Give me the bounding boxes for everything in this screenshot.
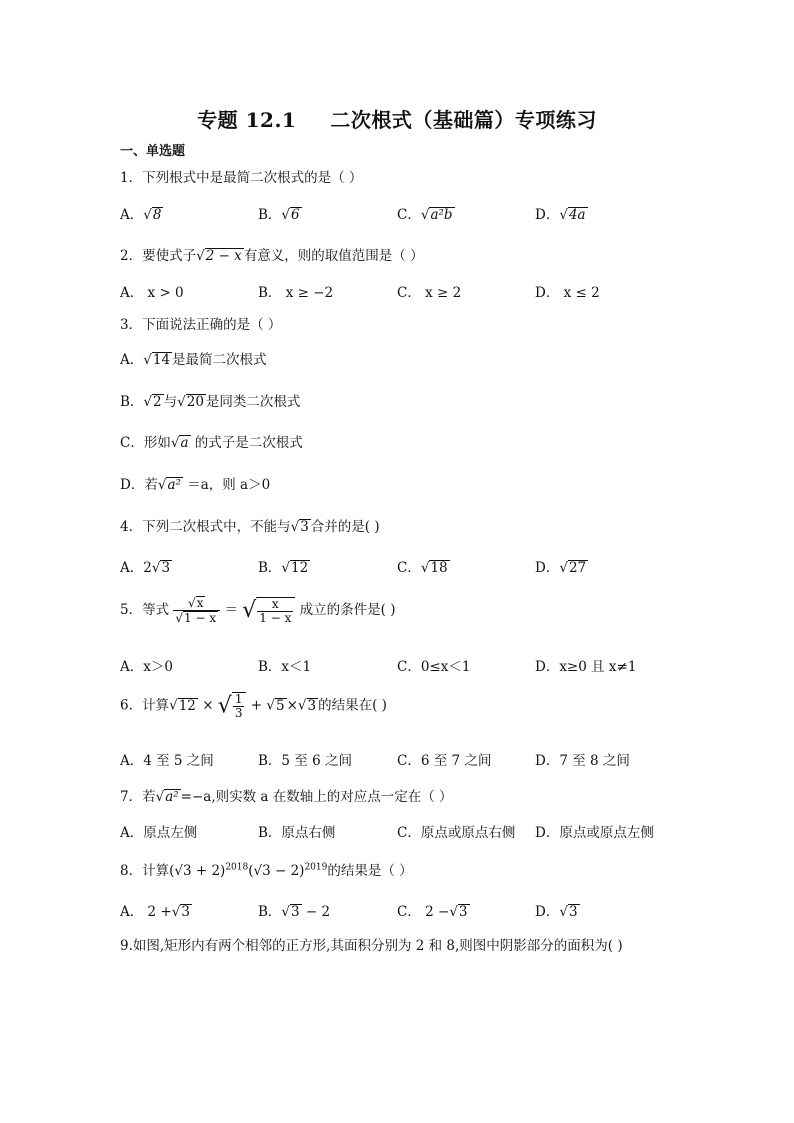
question-2-option-c: C． x ≥ 2: [397, 285, 462, 301]
question-3-option-b: B．√2 与√20 是同类二次根式: [120, 394, 301, 410]
question-4-option-a: A．2√3: [120, 560, 171, 576]
question-4-option-b: B．√12: [258, 560, 309, 576]
question-2-stem: 2．要使式子√2 − x 有意义，则的取值范围是（ ）: [120, 248, 424, 264]
question-8-option-a: A． 2 +√3: [120, 904, 190, 920]
question-7-option-b: B．原点右侧: [258, 825, 336, 841]
question-8-option-c: C． 2 −√3: [397, 904, 468, 920]
question-7-option-d: D．原点或原点左侧: [535, 825, 654, 841]
section-heading: 一、单选题: [120, 144, 186, 159]
question-7-option-a: A．原点左侧: [120, 825, 198, 841]
question-6-option-b: B．5 至 6 之间: [258, 753, 352, 769]
question-2-option-a: A． x > 0: [120, 285, 184, 301]
question-2-option-b: B． x ≥ −2: [258, 285, 334, 301]
question-6-stem: 6．计算√12 × √ $\frac{1}{3}$ + √5 ×√3 的结果在( ): [120, 692, 387, 721]
question-8-option-b: B．√3 − 2: [258, 904, 331, 920]
question-4-option-d: D．√27: [535, 560, 587, 576]
question-8-stem: 8．计算$(√3 + 2)^{2018}(√3 - 2)^{2019}$的结果是（ ）: [120, 862, 413, 879]
question-7-option-c: C．原点或原点右侧: [397, 825, 516, 841]
question-6-option-c: C．6 至 7 之间: [397, 753, 492, 769]
question-5-stem: 5．等式 $\frac{√x}{√1 - x}$ ＝ √ $\frac{x}{1 - x}$ 成立的条件是( ): [120, 596, 396, 626]
title-text: 二次根式（基础篇）专项练习: [330, 108, 597, 132]
question-1-option-a: A．√8: [120, 207, 162, 223]
question-6-option-a: A．4 至 5 之间: [120, 753, 214, 769]
question-4-stem: 4．下列二次根式中，不能与√3 合并的是( ): [120, 519, 380, 535]
question-6-option-d: D．7 至 8 之间: [535, 753, 630, 769]
question-5-option-b: B．x＜1: [258, 659, 312, 675]
question-9-stem: 9.如图,矩形内有两个相邻的正方形,其面积分别为 2 和 8,则图中阴影部分的面积为( ): [120, 938, 623, 954]
question-7-stem: 7．若√a² =−a,则实数 a 在数轴上的对应点一定在（ ）: [120, 789, 453, 805]
question-3-option-a: A．√14 是最简二次根式: [120, 352, 267, 368]
question-2-option-d: D． x ≤ 2: [535, 285, 600, 301]
page-title: [0, 104, 794, 133]
title-number: 专题 12.1: [197, 108, 297, 132]
question-3-stem: 3．下面说法正确的是（ ）: [120, 317, 282, 333]
question-8-option-d: D．√3: [535, 904, 578, 920]
question-1-option-c: C．√a²b: [397, 207, 453, 223]
question-5-option-c: C．0≤x＜1: [397, 659, 471, 675]
question-1-stem: 1．下列根式中是最简二次根式的是（ ）: [120, 170, 363, 186]
question-1-option-b: B．√6: [258, 207, 300, 223]
question-4-option-c: C．√18: [397, 560, 448, 576]
question-5-option-d: D．x≥0 且 x≠1: [535, 659, 637, 675]
fraction-sqrt-x-over-sqrt-1-minus-x: $\frac{√x}{√1 - x}$: [173, 596, 220, 625]
question-3-option-c: C．形如√a 的式子是二次根式: [120, 435, 303, 451]
question-3-option-d: D．若√a² ＝a，则 a＞0: [120, 477, 271, 493]
question-1-option-d: D．√4a: [535, 207, 586, 223]
question-5-option-a: A．x＞0: [120, 659, 173, 675]
